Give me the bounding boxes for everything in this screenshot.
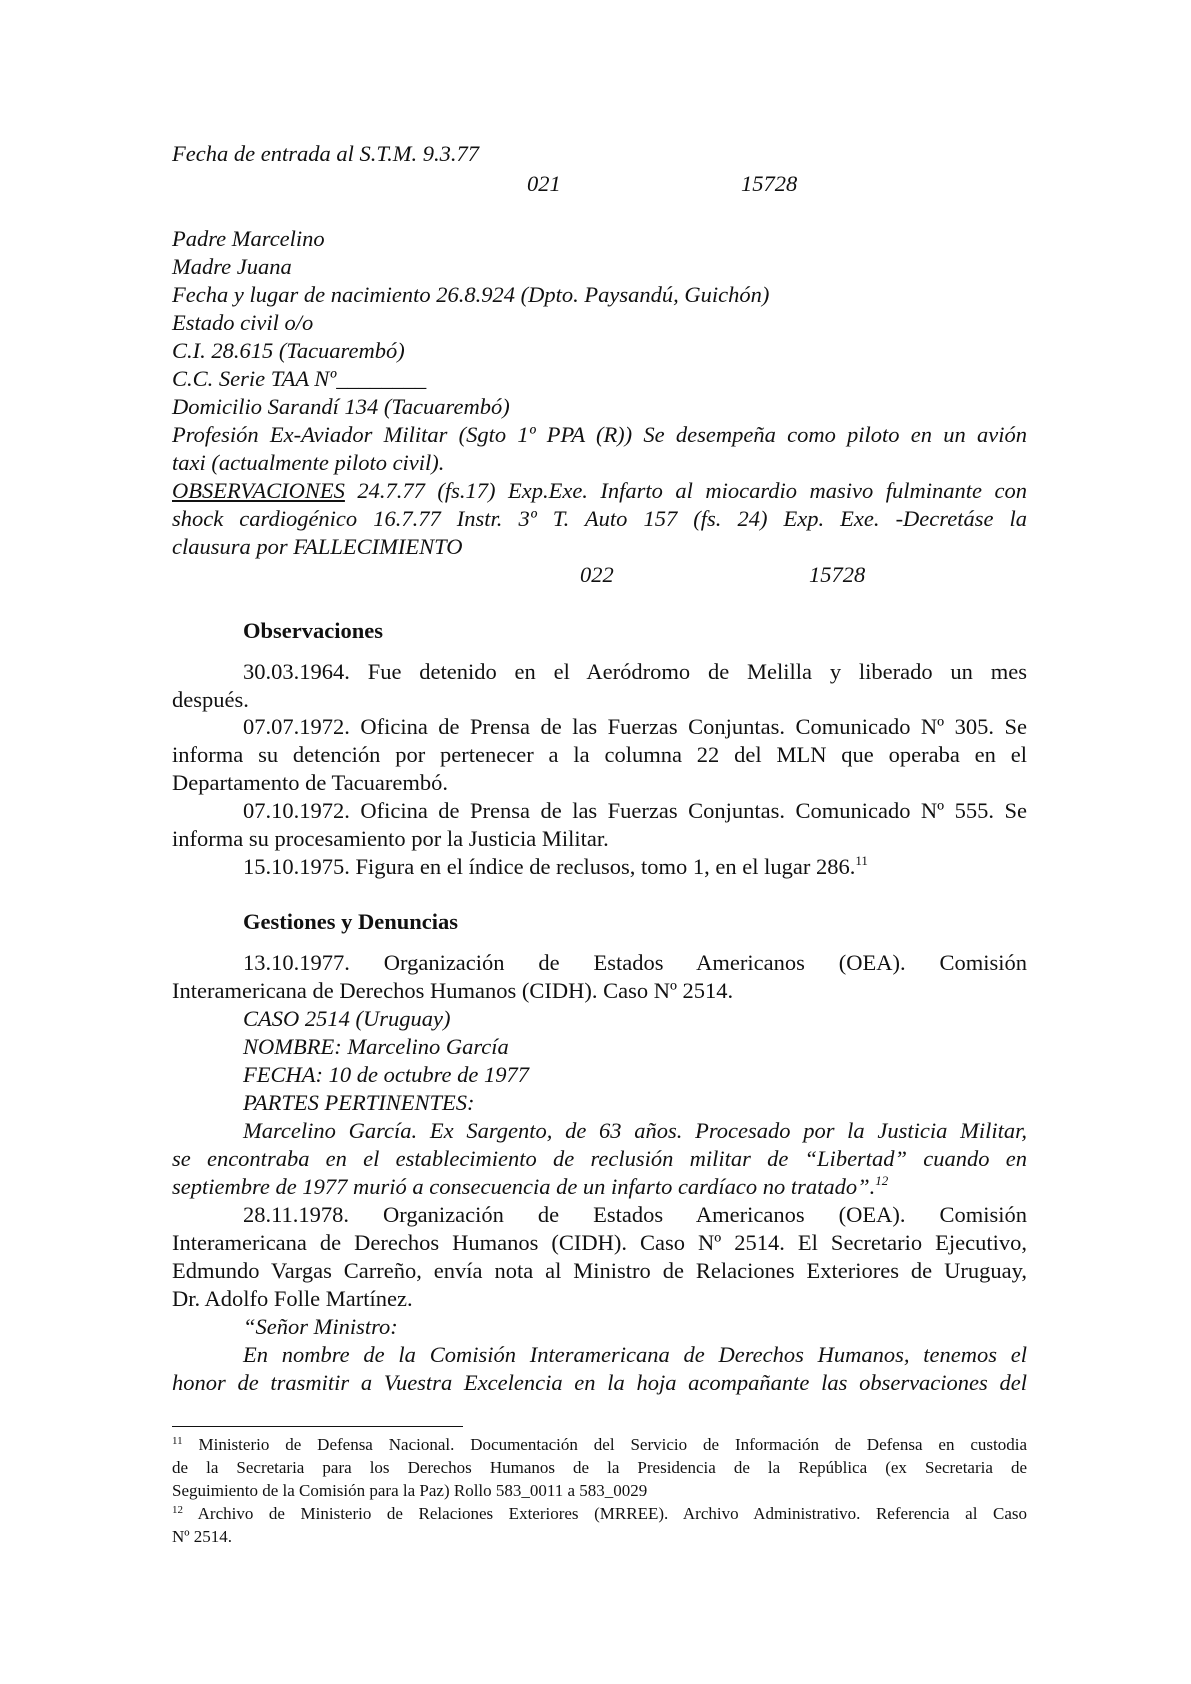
observations-label: OBSERVACIONES — [172, 478, 345, 503]
obs-entry-1-line-1: 30.03.1964. Fue detenido en el Aeródromo de Melilla y liberado un mes — [243, 659, 1027, 684]
footnote-separator — [172, 1426, 463, 1427]
gestion-2-line-3: Edmundo Vargas Carreño, envía nota al Ministro de Relaciones Exteriores de Uruguay, — [172, 1258, 1027, 1283]
observations-line-1 — [172, 477, 1027, 505]
footnote-11-line-3: Seguimiento de la Comisión para la Paz) Rollo 583_0011 a 583_0029 — [172, 1481, 648, 1500]
file-number: 15728 — [741, 171, 798, 196]
identity-card: C.I. 28.615 (Tacuarembó) — [172, 338, 405, 363]
letter-line-2: honor de trasmitir a Vuestra Excelencia en la hoja acompañante las observaciones del — [172, 1370, 1027, 1395]
footnote-11-line-1 — [172, 1433, 1027, 1456]
footnote-12-line-1 — [172, 1502, 1027, 1525]
profession-line-1: Profesión Ex-Aviador Militar (Sgto 1º PPA (R)) Se desempeña como piloto en un avión — [172, 422, 1027, 447]
civil-status: Estado civil o/o — [172, 310, 314, 335]
obs-entry-4-text: 15.10.1975. Figura en el índice de reclusos, tomo 1, en el lugar 286. — [243, 854, 856, 879]
address: Domicilio Sarandí 134 (Tacuarembó) — [172, 394, 510, 419]
obs-entry-2-line-2: informa su detención por pertenecer a la columna 22 del MLN que operaba en el — [172, 742, 1027, 767]
gestion-2-line-4: Dr. Adolfo Folle Martínez. — [172, 1286, 413, 1311]
profession-line-2: taxi (actualmente piloto civil). — [172, 450, 445, 475]
gestion-2-line-2: Interamericana de Derechos Humanos (CIDH). Caso Nº 2514. El Secretario Ejecutivo, — [172, 1230, 1027, 1255]
footnote-11-number: 11 — [172, 1435, 183, 1447]
obs-entry-1-line-2: después. — [172, 687, 249, 712]
obs-entry-2-line-1: 07.07.1972. Oficina de Prensa de las Fuerzas Conjuntas. Comunicado Nº 305. Se — [243, 714, 1027, 739]
observations-line-2: shock cardiogénico 16.7.77 Instr. 3º T. Auto 157 (fs. 24) Exp. Exe. -Decretáse la — [172, 506, 1027, 531]
quote-line-3-text: septiembre de 1977 murió a consecuencia de un infarto cardíaco no tratado”. — [172, 1174, 876, 1199]
obs-entry-2-line-3: Departamento de Tacuarembó. — [172, 770, 449, 795]
footnote-12-line-2: Nº 2514. — [172, 1527, 233, 1546]
entry-date: Fecha de entrada al S.T.M. 9.3.77 — [172, 141, 480, 166]
case-parts-label: PARTES PERTINENTES: — [243, 1090, 475, 1115]
folio-number: 021 — [527, 171, 561, 196]
quote-line-3 — [172, 1173, 888, 1201]
gestion-1-line-2: Interamericana de Derechos Humanos (CIDH). Caso Nº 2514. — [172, 978, 734, 1003]
observations-line-3: clausura por FALLECIMIENTO — [172, 534, 463, 559]
case-date: FECHA: 10 de octubre de 1977 — [243, 1062, 529, 1087]
obs-entry-3-line-1: 07.10.1972. Oficina de Prensa de las Fuerzas Conjuntas. Comunicado Nº 555. Se — [243, 798, 1027, 823]
section-heading-gestiones: Gestiones y Denuncias — [243, 909, 459, 934]
case-name: NOMBRE: Marcelino García — [243, 1034, 509, 1059]
footnote-ref-12: 12 — [875, 1173, 889, 1188]
footnote-12-text: Archivo de Ministerio de Relaciones Exteriores (MRREE). Archivo Administrativo. Referencia al Caso — [183, 1504, 1027, 1523]
quote-line-2: se encontraba en el establecimiento de reclusión militar de “Libertad” cuando en — [172, 1146, 1027, 1171]
gestion-2-line-1: 28.11.1978. Organización de Estados Americanos (OEA). Comisión — [243, 1202, 1027, 1227]
obs-entry-3-line-2: informa su procesamiento por la Justicia Militar. — [172, 826, 609, 851]
observations-text: 24.7.77 (fs.17) Exp.Exe. Infarto al miocardio masivo fulminante con — [344, 478, 1027, 503]
footnote-11-line-2: de la Secretaria para los Derechos Humanos de la Presidencia de la República (ex Secretaria de — [172, 1458, 1027, 1477]
civic-card: C.C. Serie TAA Nº________ — [172, 366, 427, 391]
file-number-2: 15728 — [809, 562, 866, 587]
mother-name: Madre Juana — [172, 254, 292, 279]
footnote-12-number: 12 — [172, 1504, 183, 1516]
gestion-1-line-1: 13.10.1977. Organización de Estados Americanos (OEA). Comisión — [243, 950, 1027, 975]
obs-entry-4 — [243, 853, 868, 881]
father-name: Padre Marcelino — [172, 226, 325, 251]
quote-line-1: Marcelino García. Ex Sargento, de 63 años. Procesado por la Justicia Militar, — [243, 1118, 1027, 1143]
folio-number-2: 022 — [580, 562, 614, 587]
birth-date-place: Fecha y lugar de nacimiento 26.8.924 (Dpto. Paysandú, Guichón) — [172, 282, 770, 307]
case-number: CASO 2514 (Uruguay) — [243, 1006, 451, 1031]
letter-salutation: “Señor Ministro: — [243, 1314, 398, 1339]
footnote-11-text: Ministerio de Defensa Nacional. Documentación del Servicio de Información de Defensa en custodia — [182, 1435, 1027, 1454]
section-heading-observaciones: Observaciones — [243, 618, 383, 643]
letter-line-1: En nombre de la Comisión Interamericana de Derechos Humanos, tenemos el — [243, 1342, 1027, 1367]
footnote-ref-11: 11 — [855, 853, 868, 868]
